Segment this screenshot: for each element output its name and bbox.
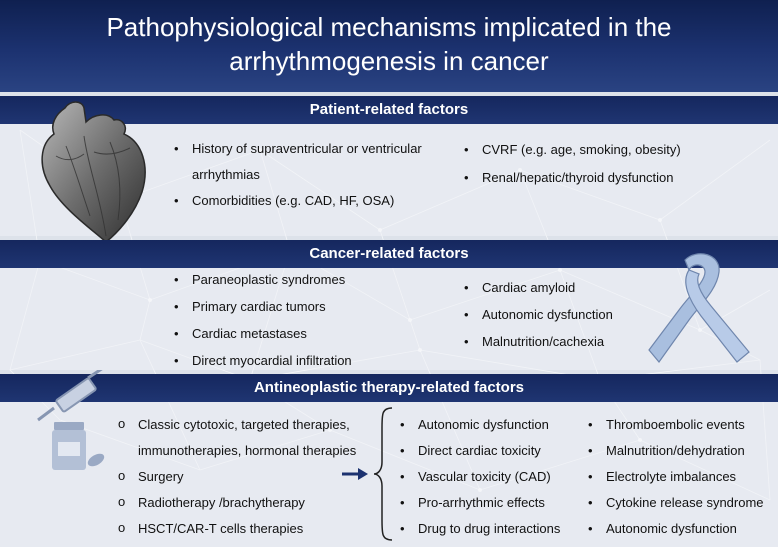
title-line-2: arrhythmogenesis in cancer bbox=[229, 46, 549, 76]
list-item: • Cytokine release syndrome bbox=[586, 490, 764, 516]
therapy-effects-mid bbox=[398, 412, 560, 542]
arrow-right-icon bbox=[340, 466, 370, 482]
therapy-treatments-list bbox=[116, 412, 356, 542]
curly-brace bbox=[372, 404, 396, 544]
list-item: • Malnutrition/dehydration bbox=[586, 438, 764, 464]
list-item: o HSCT/CAR-T cells therapies bbox=[116, 516, 356, 542]
list-item: • History of supraventricular or ventricular bbox=[172, 136, 422, 162]
list-item: • Autonomic dysfunction bbox=[586, 516, 764, 542]
cancer-factors-right bbox=[462, 274, 613, 355]
list-item: • Autonomic dysfunction bbox=[398, 412, 560, 438]
list-item: • Direct myocardial infiltration bbox=[172, 347, 352, 374]
list-item: • Direct cardiac toxicity bbox=[398, 438, 560, 464]
title-banner bbox=[0, 0, 778, 92]
therapy-effects-right bbox=[586, 412, 764, 542]
cancer-section-header: Cancer-related factors bbox=[0, 240, 778, 268]
list-item: • Electrolyte imbalances bbox=[586, 464, 764, 490]
list-item: • Renal/hepatic/thyroid dysfunction bbox=[462, 164, 681, 192]
awareness-ribbon-icon bbox=[645, 250, 755, 370]
pill-bottle-icon bbox=[48, 420, 108, 472]
heart-illustration bbox=[10, 96, 160, 246]
list-item: • CVRF (e.g. age, smoking, obesity) bbox=[462, 136, 681, 164]
cancer-factors-left bbox=[172, 266, 352, 374]
list-item: o Radiotherapy /brachytherapy bbox=[116, 490, 356, 516]
list-item: immunotherapies, hormonal therapies bbox=[138, 443, 357, 458]
title-line-1: Pathophysiological mechanisms implicated in the bbox=[106, 12, 672, 42]
list-item: • Drug to drug interactions bbox=[398, 516, 560, 542]
list-item: • Cardiac metastases bbox=[172, 320, 352, 347]
list-item: • Cardiac amyloid bbox=[462, 274, 613, 301]
therapy-section-header: Antineoplastic therapy-related factors bbox=[0, 374, 778, 402]
list-item: • Thromboembolic events bbox=[586, 412, 764, 438]
list-item: • Paraneoplastic syndromes bbox=[172, 266, 352, 293]
list-item: • Autonomic dysfunction bbox=[462, 301, 613, 328]
list-item: • Vascular toxicity (CAD) bbox=[398, 464, 560, 490]
list-item: • Primary cardiac tumors bbox=[172, 293, 352, 320]
list-item: • Malnutrition/cachexia bbox=[462, 328, 613, 355]
patient-factors-right bbox=[462, 136, 681, 192]
patient-factors-left bbox=[172, 136, 422, 214]
list-item: • Comorbidities (e.g. CAD, HF, OSA) bbox=[172, 188, 422, 214]
patient-section-header: Patient-related factors bbox=[0, 96, 778, 124]
list-item: arrhythmias bbox=[192, 167, 260, 182]
list-item: • Pro-arrhythmic effects bbox=[398, 490, 560, 516]
list-item: o Surgery bbox=[116, 464, 356, 490]
list-item: o Classic cytotoxic, targeted therapies, bbox=[116, 412, 356, 438]
